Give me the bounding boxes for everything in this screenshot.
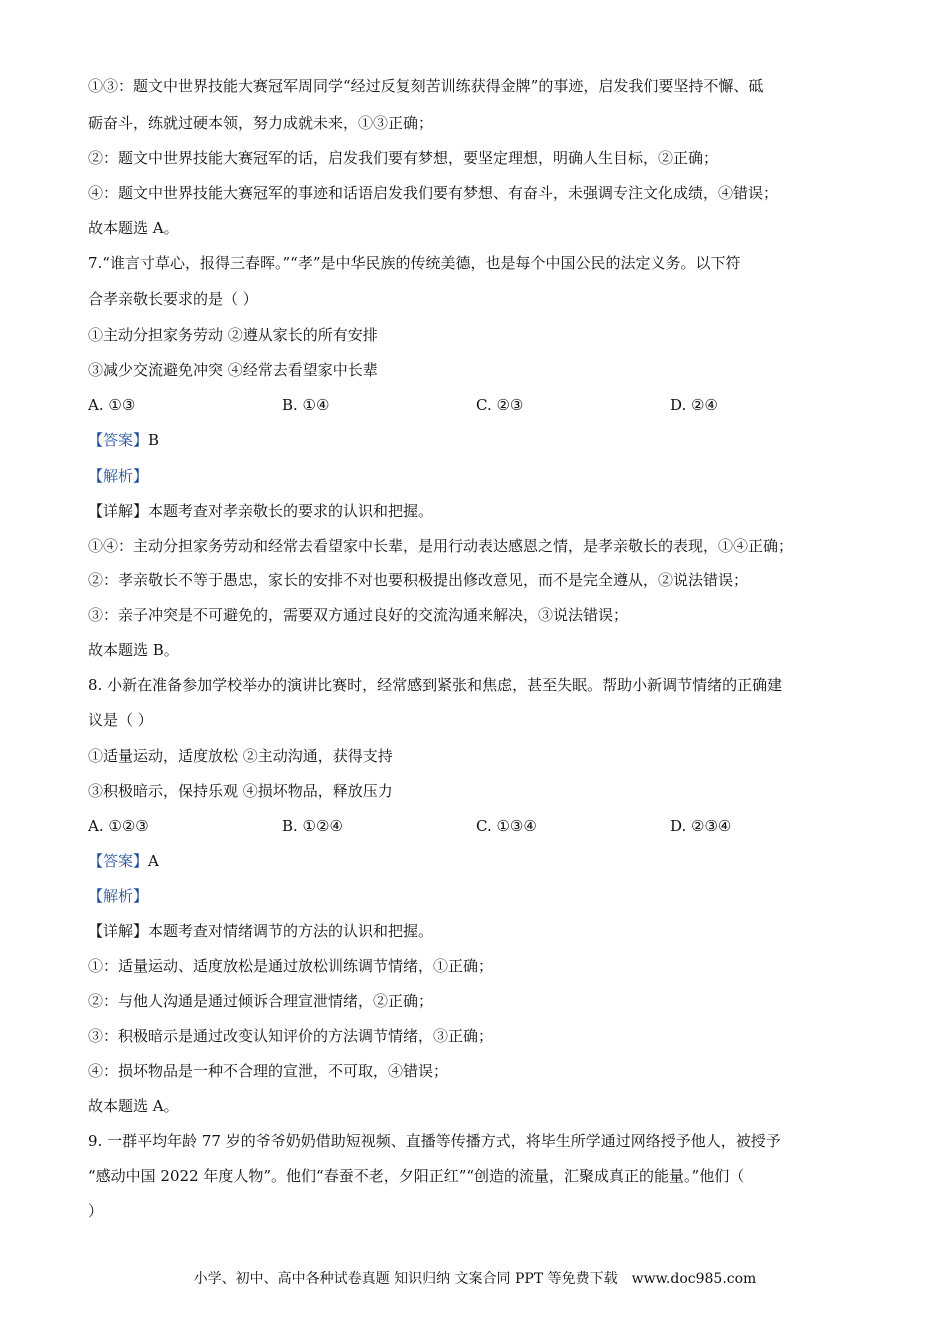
q8-explanation-1: ①：适量运动、适度放松是通过放松训练调节情绪，①正确； [88,957,494,975]
q9-stem-line-3: ） [88,1202,104,1220]
q7-explanation-3: ③：亲子冲突是不可避免的，需要双方通过良好的交流沟通来解决，③说法错误； [88,606,629,624]
q7-stem-line-2: 合孝亲敬长要求的是（ ） [88,290,258,308]
q7-stem-line-1: 7.“谁言寸草心，报得三春晖。”“孝”是中华民族的传统美德，也是每个中国公民的法定义务。以下符 [88,254,741,272]
q8-option-d: D. ②③④ [670,817,732,835]
q7-option-a: A. ①③ [88,396,136,414]
answer-value: A [148,852,159,870]
q7-analysis-tag: 【解析】 [88,467,149,485]
q7-option-b: B. ①④ [282,396,330,414]
q9-stem-line-2: “感动中国 2022 年度人物”。他们“春蚕不老，夕阳正红”“创造的流量，汇聚成真正的能量。”他们（ [88,1167,745,1185]
answer-tag: 【答案】 [88,852,149,870]
q8-stem-line-1: 8. 小新在准备参加学校举办的演讲比赛时，经常感到紧张和焦虑，甚至失眠。帮助小新调节情绪的正确建 [88,676,783,694]
q7-items-line-2: ③减少交流避免冲突 ④经常去看望家中长辈 [88,361,378,379]
q8-explanation-3: ③：积极暗示是通过改变认知评价的方法调节情绪，③正确； [88,1027,494,1045]
q7-detail: 【详解】本题考查对孝亲敬长的要求的认识和把握。 [88,502,434,520]
q7-conclusion: 故本题选 B。 [88,641,179,659]
q7-explanation-1: ①④：主动分担家务劳动和经常去看望家中长辈，是用行动表达感恩之情，是孝亲敬长的表现，①④正确； [88,537,794,555]
q8-stem-line-2: 议是（ ） [88,711,153,729]
q8-option-c: C. ①③④ [476,817,537,835]
footer-text: 小学、初中、高中各种试卷真题 知识归纳 文案合同 PPT 等免费下载 [193,1271,618,1287]
q9-stem-line-1: 9. 一群平均年龄 77 岁的爷爷奶奶借助短视频、直播等传播方式，将毕生所学通过网络授予他人，被授予 [88,1132,781,1150]
page-footer [0,1268,950,1288]
q7-option-c: C. ②③ [476,396,524,414]
q6-explanation-line-4: ④：题文中世界技能大赛冠军的事迹和话语启发我们要有梦想、有奋斗，未强调专注文化成绩，④错误； [88,184,779,202]
q8-explanation-4: ④：损坏物品是一种不合理的宣泄，不可取，④错误； [88,1062,449,1080]
q8-detail: 【详解】本题考查对情绪调节的方法的认识和把握。 [88,922,434,940]
q8-items-line-2: ③积极暗示，保持乐观 ④损坏物品，释放压力 [88,782,393,800]
q6-explanation-line-3: ②：题文中世界技能大赛冠军的话，启发我们要有梦想，要坚定理想，明确人生目标，②正确； [88,149,719,167]
q8-option-b: B. ①②④ [282,817,343,835]
q8-analysis-tag: 【解析】 [88,887,149,905]
q8-conclusion: 故本题选 A。 [88,1097,179,1115]
q6-explanation-line-1: ①③：题文中世界技能大赛冠军周同学“经过反复刻苦训练获得金牌”的事迹，启发我们要坚持不懈、砥 [88,77,764,95]
q6-conclusion: 故本题选 A。 [88,219,179,237]
footer-url[interactable]: www.doc985.com [631,1271,757,1287]
q7-explanation-2: ②：孝亲敬长不等于愚忠，家长的安排不对也要积极提出修改意见，而不是完全遵从，②说法错误； [88,571,749,589]
answer-tag: 【答案】 [88,431,149,449]
q7-answer [88,430,159,450]
q8-items-line-1: ①适量运动，适度放松 ②主动沟通，获得支持 [88,747,393,765]
q8-answer [88,851,159,871]
answer-value: B [148,431,160,449]
q8-explanation-2: ②：与他人沟通是通过倾诉合理宣泄情绪，②正确； [88,992,434,1010]
q7-option-d: D. ②④ [670,396,718,414]
q6-explanation-line-2: 砺奋斗，练就过硬本领，努力成就未来，①③正确； [88,114,434,132]
q7-items-line-1: ①主动分担家务劳动 ②遵从家长的所有安排 [88,326,378,344]
q8-option-a: A. ①②③ [88,817,149,835]
